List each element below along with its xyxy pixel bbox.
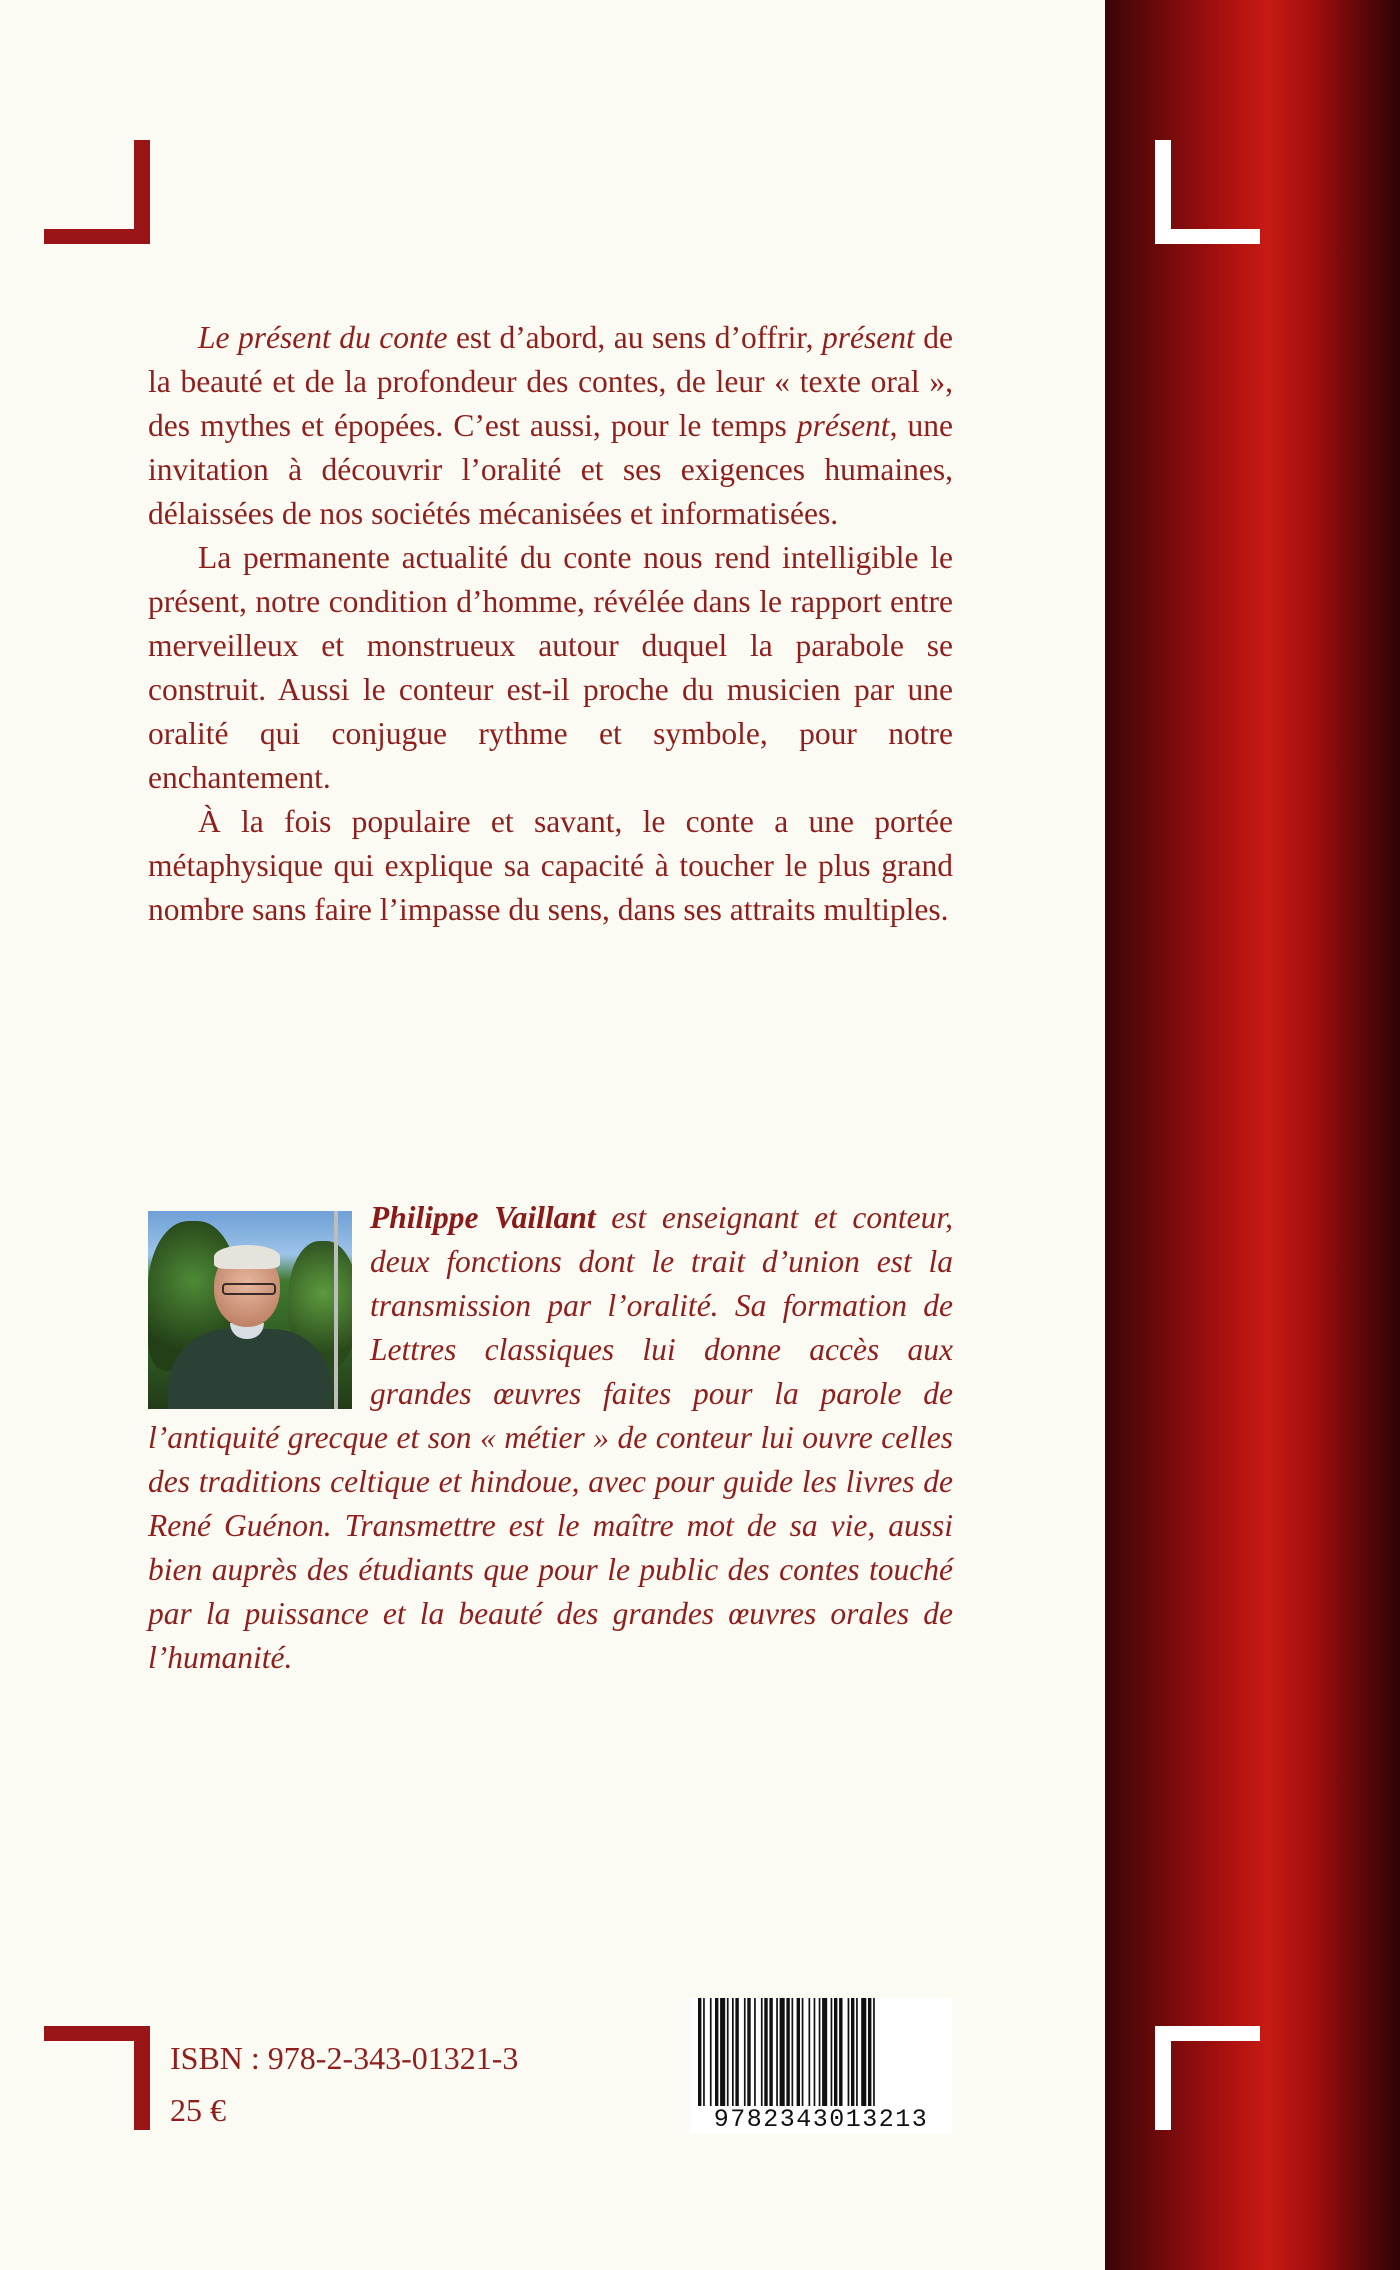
barcode-digits: 9782343013213 [690,2106,952,2134]
book-title-italic: Le présent du conte [198,320,448,355]
isbn-block [170,2032,518,2136]
corner-mark-top-right [1155,140,1260,244]
corner-mark-top-left [44,140,150,244]
italic-word: présent [796,408,890,443]
red-gradient-band [1105,0,1400,2270]
blurb-paragraph-1 [148,316,953,536]
corner-mark-bottom-left [44,2026,150,2130]
book-blurb [148,316,953,932]
blurb-text: est d’abord, au sens d’offrir, [447,320,823,355]
author-bio [148,1196,953,1680]
corner-mark-bottom-right [1155,2026,1260,2130]
blurb-text: de la beauté et de la profondeur des contes, de leur « texte oral », des mythes et épopées. C’est aussi, pour le temps [148,320,953,443]
author-bio-text: est enseignant et conteur, deux fonctions dont le trait d’union est la transmission par l’oralité. Sa formation de Lettres classiques lui donne accès aux grandes œuvres faites pour la parole de l’antiquité grecque et son « métier » de conteur lui ouvre celles des traditions celtique et hindoue, avec pour guide les livres de René Guénon. Transmettre est le maître mot de sa vie, aussi bien auprès des étudiants que pour le public des contes touché par la puissance et la beauté des grandes œuvres orales de l’humanité. [148,1200,953,1675]
price: 25 € [170,2092,226,2128]
blurb-paragraph-2: La permanente actualité du conte nous rend intelligible le présent, notre condition d’homme, révélée dans le rapport entre merveilleux et monstrueux autour duquel la parabole se construit. Aussi le conteur est-il proche du musicien par une oralité qui conjugue rythme et symbole, pour notre enchantement. [148,540,953,795]
blurb-text: , une invitation à découvrir l’oralité et ses exigences humaines, délaissées de nos sociétés mécanisées et informatisées. [148,408,953,531]
author-name: Philippe Vaillant [370,1200,596,1235]
author-photo [148,1211,352,1409]
barcode-bars [698,1998,944,2110]
italic-word: présent [822,320,915,355]
barcode [690,1998,952,2134]
isbn-number: ISBN : 978-2-343-01321-3 [170,2040,519,2076]
blurb-paragraph-3: À la fois populaire et savant, le conte a une portée métaphysique qui explique sa capacité à toucher le plus grand nombre sans faire l’impasse du sens, dans ses attraits multiples. [148,804,953,927]
